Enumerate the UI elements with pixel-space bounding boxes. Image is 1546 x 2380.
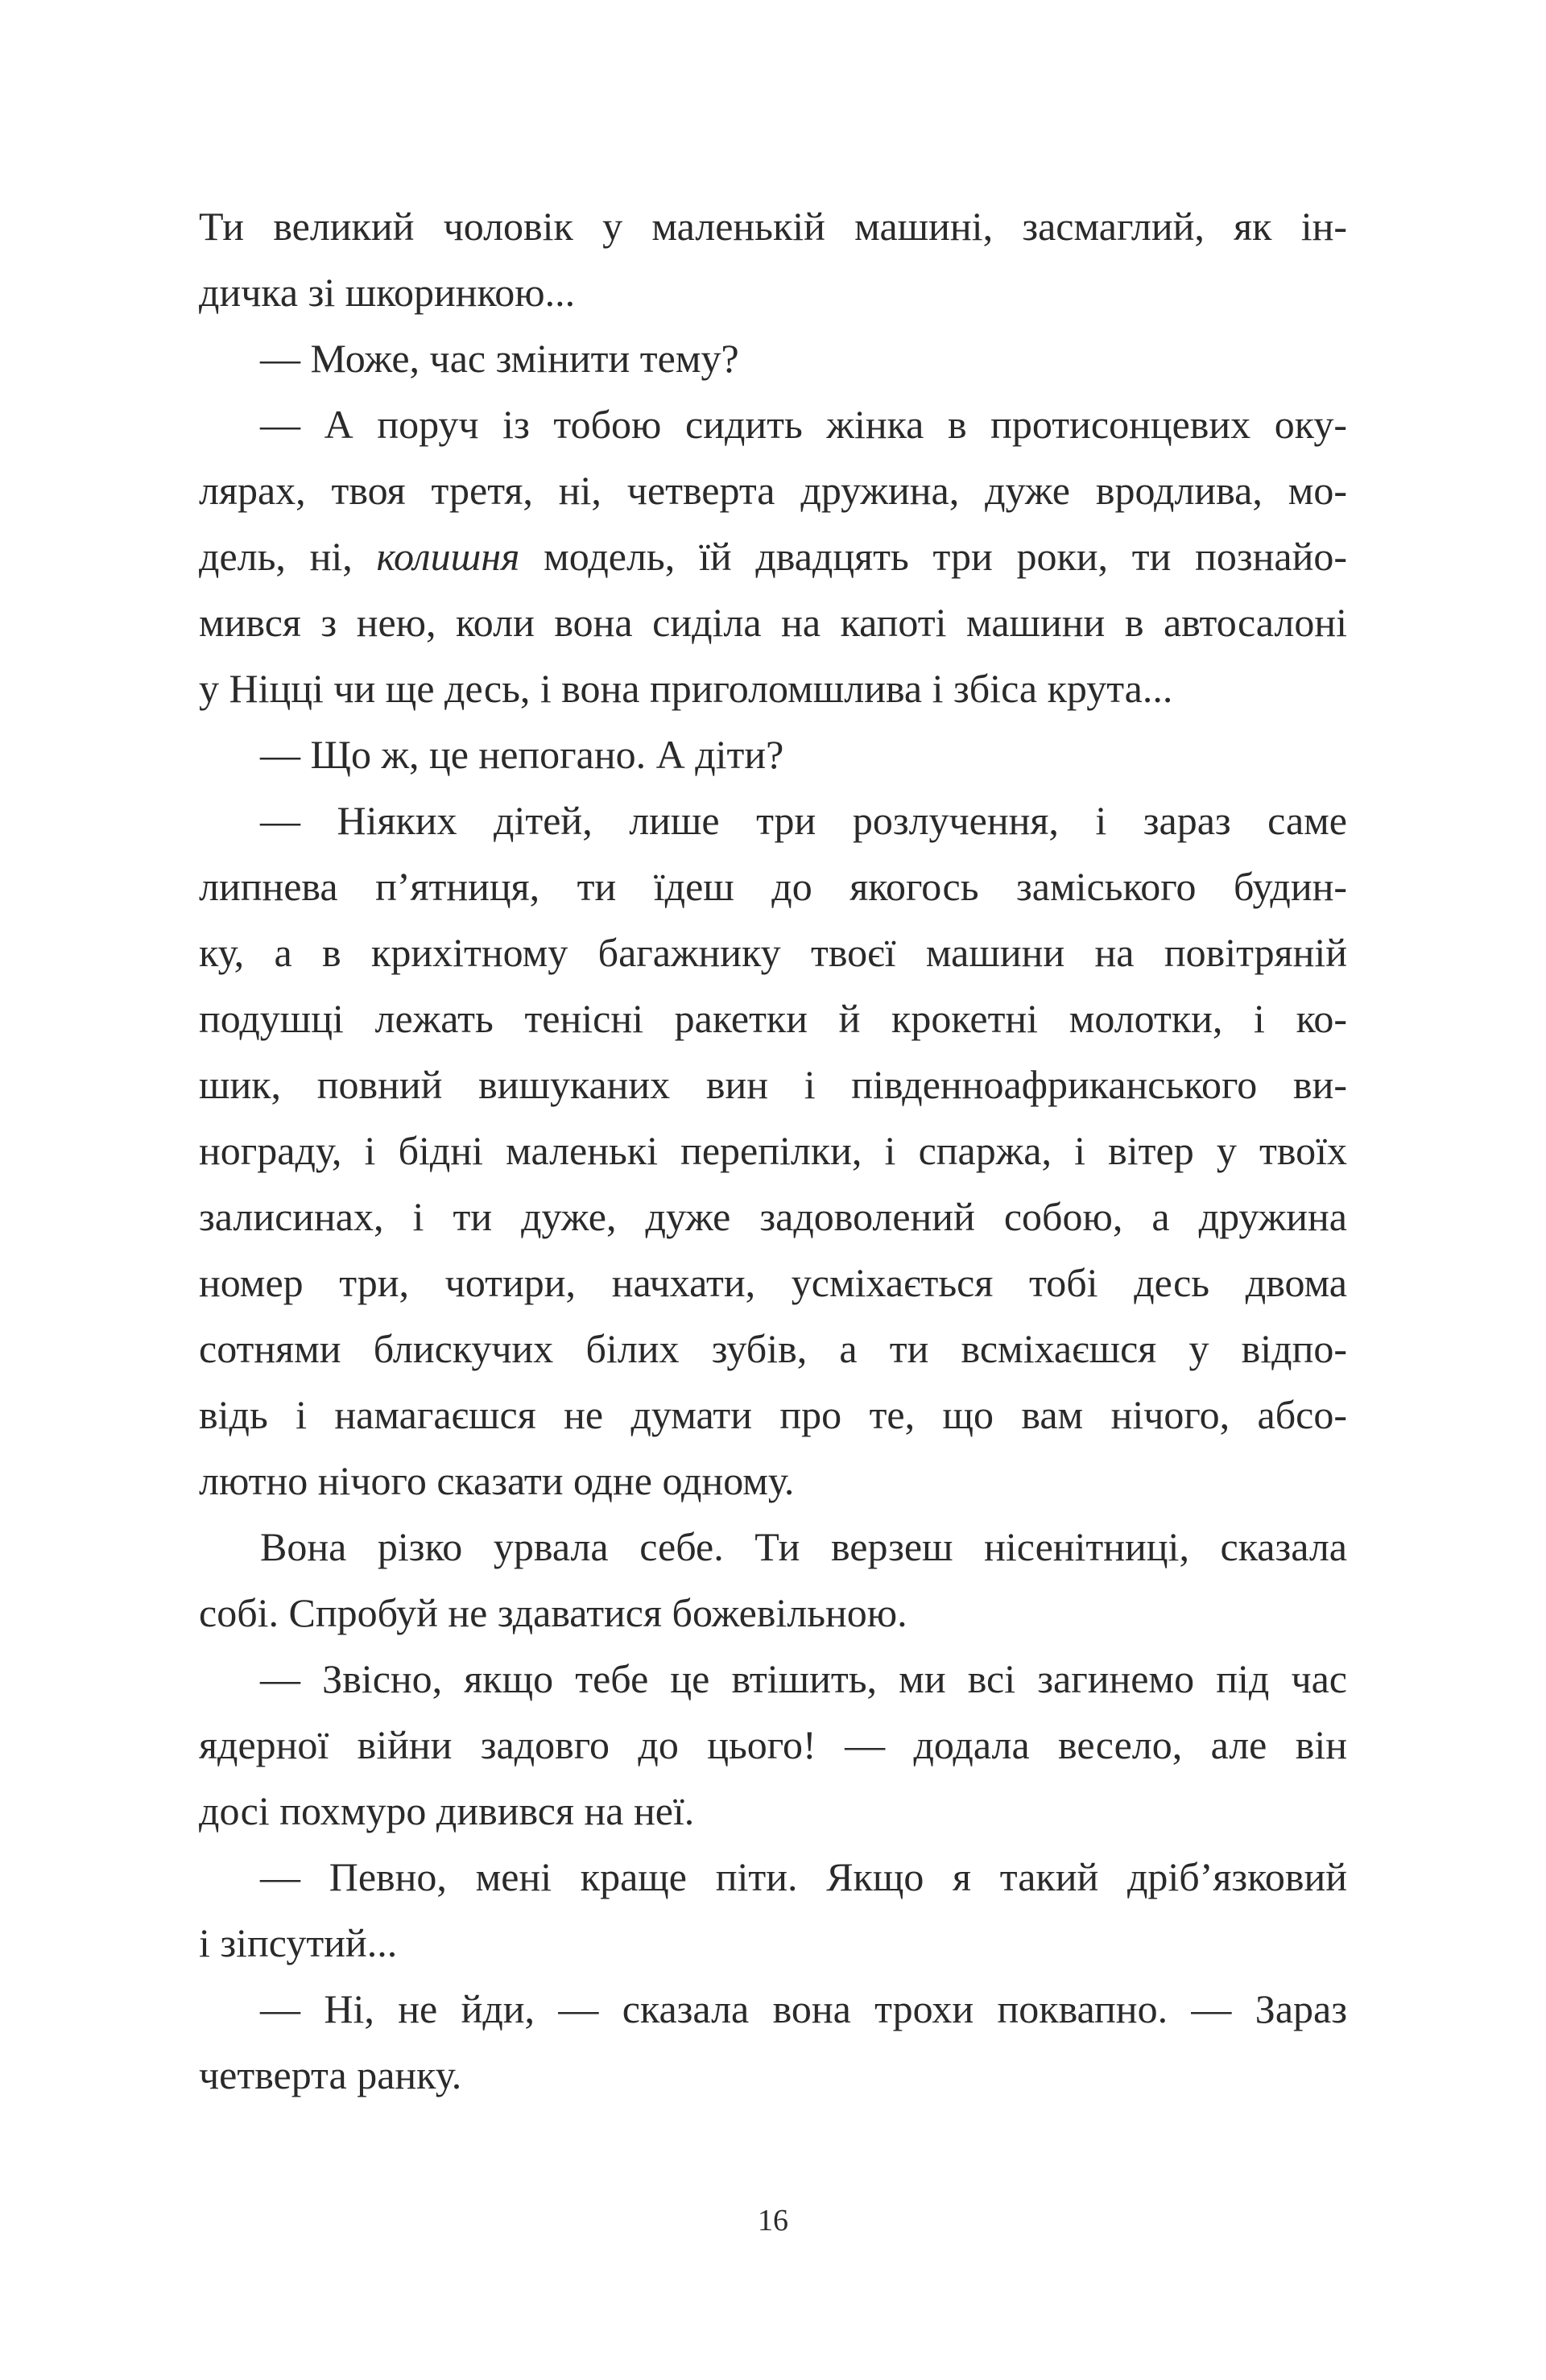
text-line bbox=[199, 919, 1347, 985]
text-line bbox=[199, 1052, 1347, 1118]
text-line-content: — Що ж, це непогано. А діти? bbox=[260, 732, 784, 777]
text-line-content: мився з нею, коли вона сиділа на капоті машини в автосалоні bbox=[199, 600, 1347, 645]
text-line bbox=[199, 985, 1347, 1052]
text-line bbox=[199, 1778, 1347, 1844]
text-line-content: Ти великий чоловік у маленькій машині, засмаглий, як ін- bbox=[199, 204, 1347, 249]
text-line-content: шик, повний вишуканих вин і південноафриканського ви- bbox=[199, 1062, 1347, 1107]
text-line-content: у Ніцці чи ще десь, і вона приголомшлива і збіса крута... bbox=[199, 666, 1173, 711]
text-line bbox=[199, 1448, 1347, 1514]
text-line bbox=[199, 1184, 1347, 1250]
text-line-content: і зіпсутий... bbox=[199, 1920, 398, 1965]
text-line-content: лютно нічого сказати одне одному. bbox=[199, 1458, 795, 1503]
text-line bbox=[199, 391, 1347, 457]
text-line-content: нограду, і бідні маленькі перепілки, і спаржа, і вітер у твоїх bbox=[199, 1128, 1347, 1173]
text-line-content: — Певно, мені краще піти. Якщо я такий дріб’язковий bbox=[260, 1854, 1347, 1899]
text-line-content: — Може, час змінити тему? bbox=[260, 336, 739, 381]
text-line bbox=[199, 1118, 1347, 1184]
text-line-content: лярах, твоя третя, ні, четверта дружина, дуже вродлива, мо- bbox=[199, 468, 1347, 513]
text-line bbox=[199, 325, 1347, 391]
text-line-content: четверта ранку. bbox=[199, 2052, 462, 2097]
text-line bbox=[199, 457, 1347, 523]
text-line bbox=[199, 1382, 1347, 1448]
text-line-content: залисинах, і ти дуже, дуже задоволений собою, а дружина bbox=[199, 1194, 1347, 1239]
text-line-content: — Ніяких дітей, лише три розлучення, і зараз саме bbox=[260, 798, 1347, 843]
text-line-content: — Ні, не йди, — сказала вона трохи поквапно. — Зараз bbox=[260, 1986, 1347, 2031]
text-line-content: — А поруч із тобою сидить жінка в протисонцевих оку- bbox=[260, 402, 1347, 447]
text-line bbox=[199, 1316, 1347, 1382]
text-segment: дель, ні, bbox=[199, 534, 377, 579]
text-line-content: відь і намагаєшся не думати про те, що вам нічого, абсо- bbox=[199, 1392, 1347, 1437]
text-line bbox=[199, 523, 1347, 589]
page-number: 16 bbox=[758, 2204, 788, 2237]
text-line bbox=[199, 1580, 1347, 1646]
italic-word: колишня bbox=[376, 534, 520, 579]
page-body bbox=[199, 193, 1347, 2108]
text-line-content: ку, а в крихітному багажнику твоєї машини на повітряній bbox=[199, 930, 1347, 975]
text-line bbox=[199, 589, 1347, 655]
text-line bbox=[199, 1712, 1347, 1778]
text-line bbox=[199, 259, 1347, 325]
text-line bbox=[199, 655, 1347, 721]
text-line-content bbox=[199, 523, 1347, 589]
text-line-content: номер три, чотири, начхати, усміхається тобі десь двома bbox=[199, 1260, 1347, 1305]
text-line bbox=[199, 1250, 1347, 1316]
text-line bbox=[199, 787, 1347, 853]
text-line-content: дичка зі шкоринкою... bbox=[199, 270, 576, 315]
text-line-content: досі похмуро дивився на неї. bbox=[199, 1788, 695, 1833]
text-line bbox=[199, 1910, 1347, 1976]
text-line bbox=[199, 1976, 1347, 2042]
text-line-content: собі. Спробуй не здаватися божевільною. bbox=[199, 1590, 907, 1635]
text-line-content: подушці лежать тенісні ракетки й крокетні молотки, і ко- bbox=[199, 996, 1347, 1041]
text-line bbox=[199, 1646, 1347, 1712]
text-line-content: Вона різко урвала себе. Ти верзеш нісенітниці, сказала bbox=[260, 1524, 1347, 1569]
text-segment: модель, їй двадцять три роки, ти познайо- bbox=[519, 534, 1347, 579]
text-line bbox=[199, 721, 1347, 787]
text-line bbox=[199, 193, 1347, 259]
text-line-content: липнева п’ятниця, ти їдеш до якогось заміського будин- bbox=[199, 864, 1347, 909]
text-line bbox=[199, 1514, 1347, 1580]
text-line bbox=[199, 1844, 1347, 1910]
text-line-content: сотнями блискучих білих зубів, а ти всміхаєшся у відпо- bbox=[199, 1326, 1347, 1371]
text-line-content: ядерної війни задовго до цього! — додала весело, але він bbox=[199, 1722, 1347, 1767]
text-line bbox=[199, 2042, 1347, 2108]
text-line-content: — Звісно, якщо тебе це втішить, ми всі загинемо під час bbox=[260, 1656, 1347, 1701]
text-line bbox=[199, 853, 1347, 919]
